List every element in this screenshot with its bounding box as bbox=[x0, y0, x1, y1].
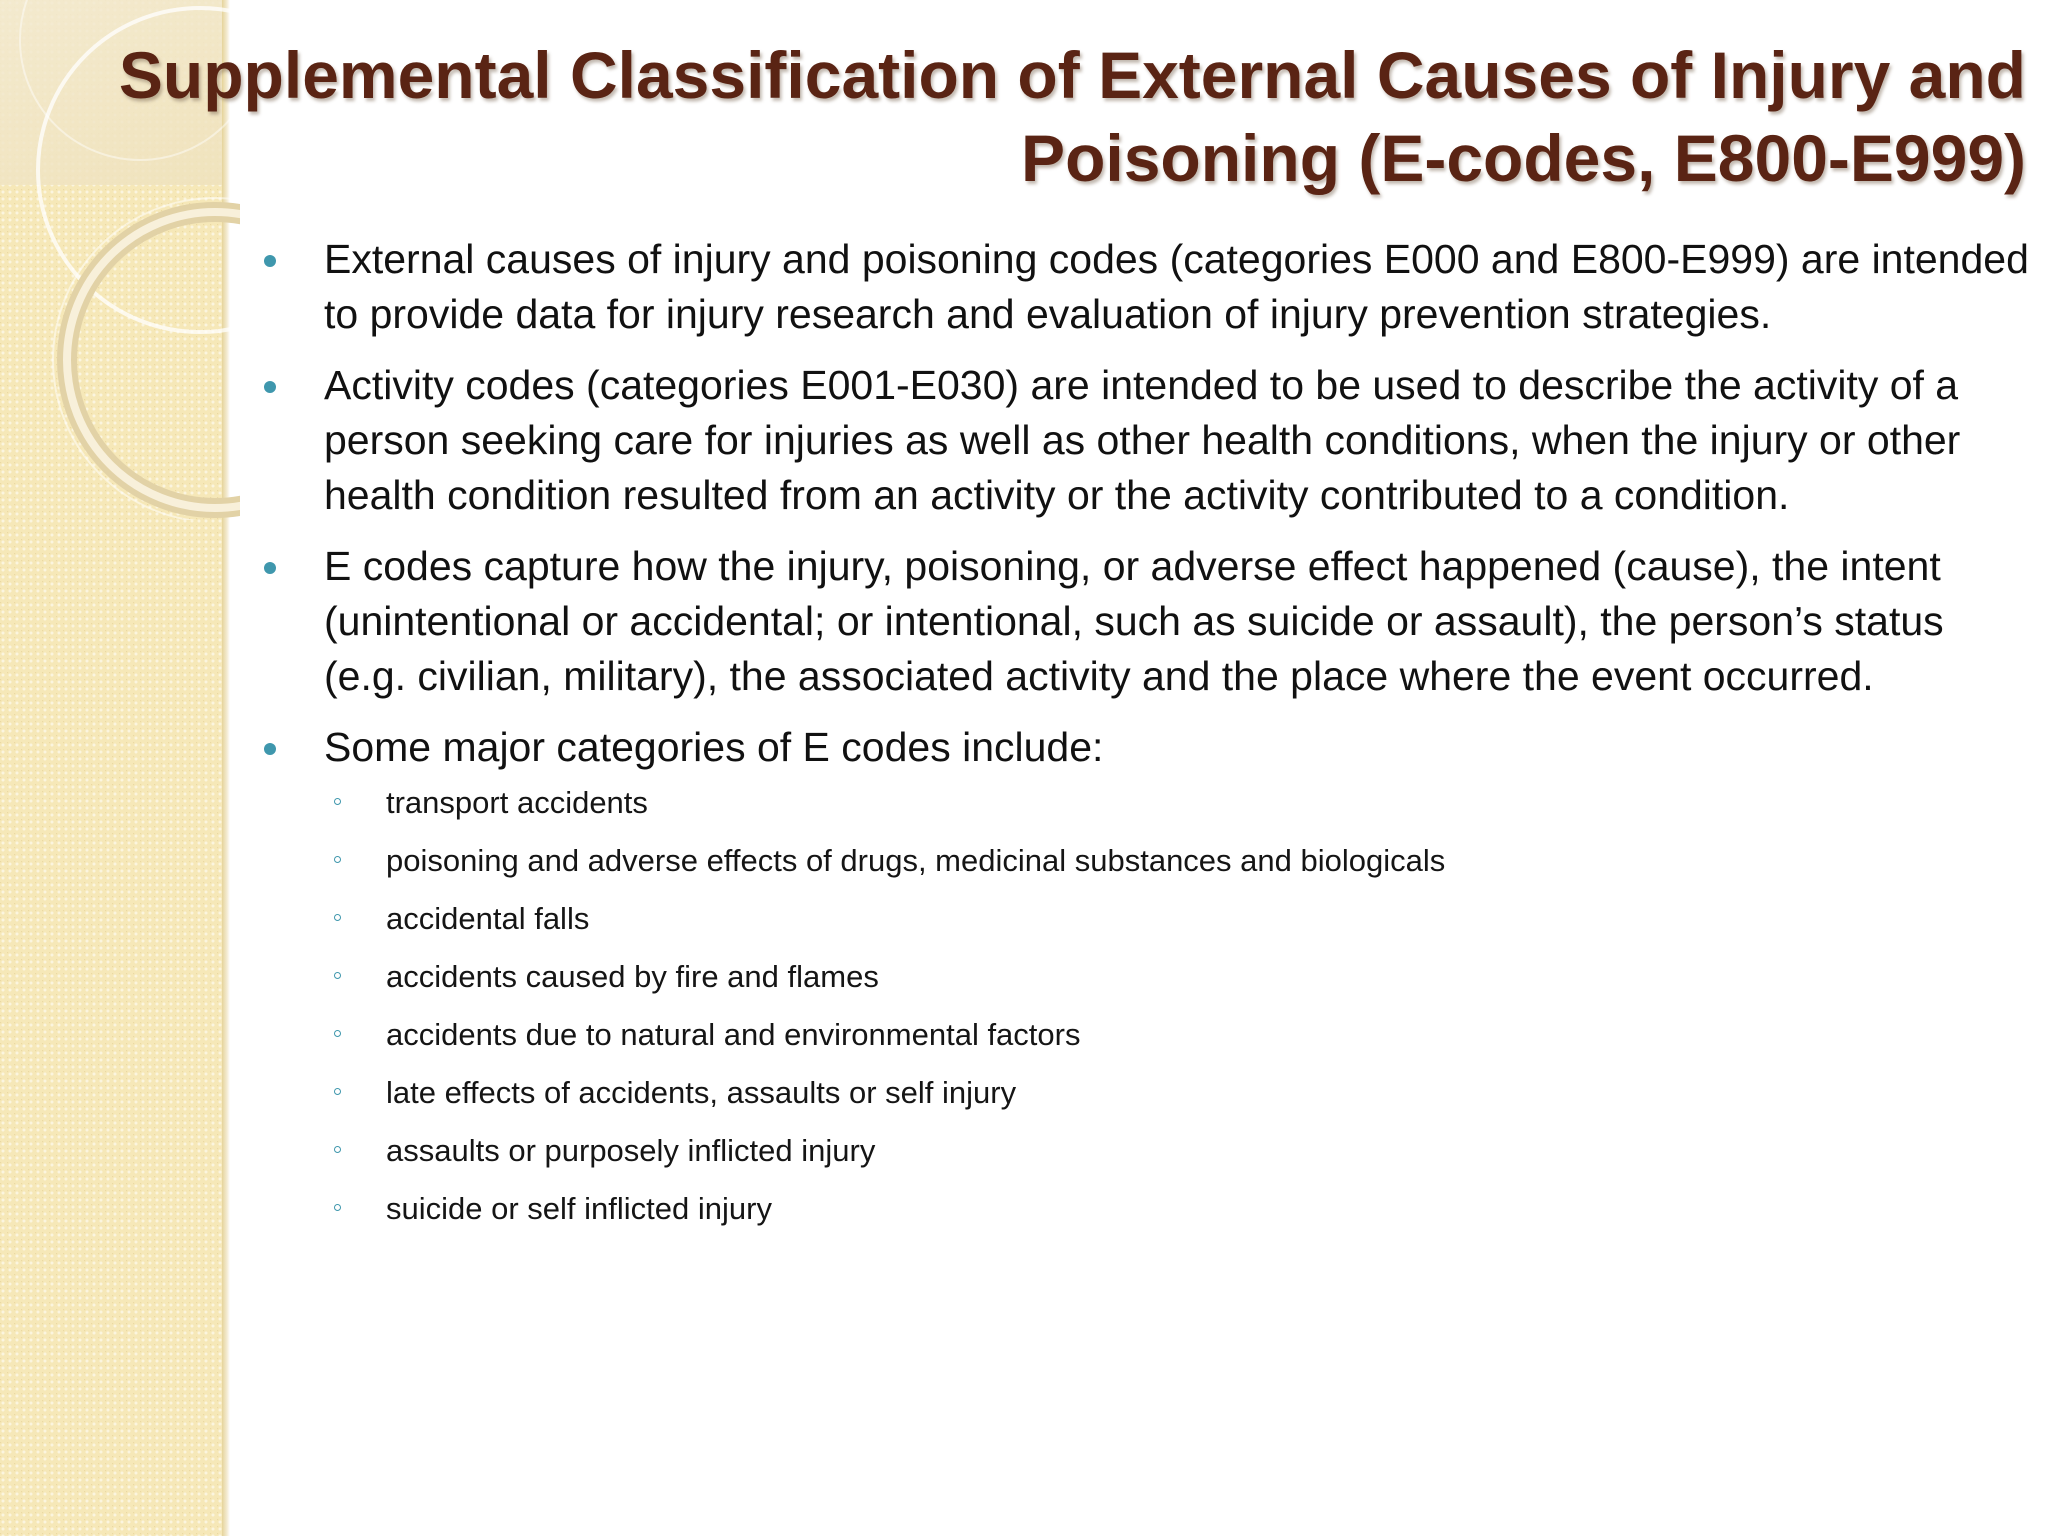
sub-bullet-item bbox=[324, 785, 2032, 821]
sub-bullet-circle-icon bbox=[334, 1204, 341, 1211]
bullet-text: External causes of injury and poisoning codes (categories E000 and E800-E999) are intended to provide data for injury research and evaluation of injury prevention strategies. bbox=[324, 236, 2029, 337]
sub-bullet-text: poisoning and adverse effects of drugs, medicinal substances and biologicals bbox=[386, 843, 1446, 878]
sub-bullet-text: late effects of accidents, assaults or self injury bbox=[386, 1075, 1017, 1110]
bullet-dot-icon bbox=[264, 381, 276, 393]
sub-bullet-text: transport accidents bbox=[386, 785, 648, 820]
sub-bullet-circle-icon bbox=[334, 1030, 341, 1037]
slide-content bbox=[262, 232, 2032, 1249]
sub-bullet-text: accidental falls bbox=[386, 901, 590, 936]
bullet-dot-icon bbox=[264, 743, 276, 755]
bullet-dot-icon bbox=[264, 255, 276, 267]
bullet-list bbox=[262, 232, 2032, 1227]
bullet-item bbox=[262, 358, 2032, 523]
sub-bullet-item bbox=[324, 1017, 2032, 1053]
bullet-text: E codes capture how the injury, poisoning, or adverse effect happened (cause), the intent (unintentional or accidental; or intentional, such as suicide or assault), the person’s status (e.g. civilian, military), the associated activity and the place where the event occurred. bbox=[324, 543, 1944, 699]
sub-bullet-item bbox=[324, 843, 2032, 879]
sub-bullet-item bbox=[324, 959, 2032, 995]
sub-bullet-circle-icon bbox=[334, 972, 341, 979]
sub-bullet-item bbox=[324, 1075, 2032, 1111]
bullet-dot-icon bbox=[264, 562, 276, 574]
sub-bullet-text: assaults or purposely inflicted injury bbox=[386, 1133, 876, 1168]
sub-bullet-circle-icon bbox=[334, 1088, 341, 1095]
sub-bullet-item bbox=[324, 1133, 2032, 1169]
sub-bullet-circle-icon bbox=[334, 856, 341, 863]
sub-bullet-circle-icon bbox=[334, 1146, 341, 1153]
bullet-text: Activity codes (categories E001-E030) are intended to be used to describe the activity of a person seeking care for injuries as well as other health conditions, when the injury or other health condition resulted from an activity or the activity contributed to a condition. bbox=[324, 362, 1961, 518]
sub-bullet-circle-icon bbox=[334, 798, 341, 805]
slide-title: Supplemental Classification of External Causes of Injury and Poisoning (E-codes, E800-E999) bbox=[118, 38, 2026, 195]
sub-bullet-list bbox=[324, 785, 2032, 1227]
bullet-item bbox=[262, 539, 2032, 704]
sub-bullet-text: suicide or self inflicted injury bbox=[386, 1191, 772, 1226]
bullet-text: Some major categories of E codes include: bbox=[324, 724, 1104, 770]
bullet-item bbox=[262, 232, 2032, 342]
bullet-item bbox=[262, 720, 2032, 1227]
sub-bullet-text: accidents due to natural and environmental factors bbox=[386, 1017, 1081, 1052]
sub-bullet-item bbox=[324, 1191, 2032, 1227]
sub-bullet-circle-icon bbox=[334, 914, 341, 921]
sub-bullet-item bbox=[324, 901, 2032, 937]
sub-bullet-text: accidents caused by fire and flames bbox=[386, 959, 879, 994]
